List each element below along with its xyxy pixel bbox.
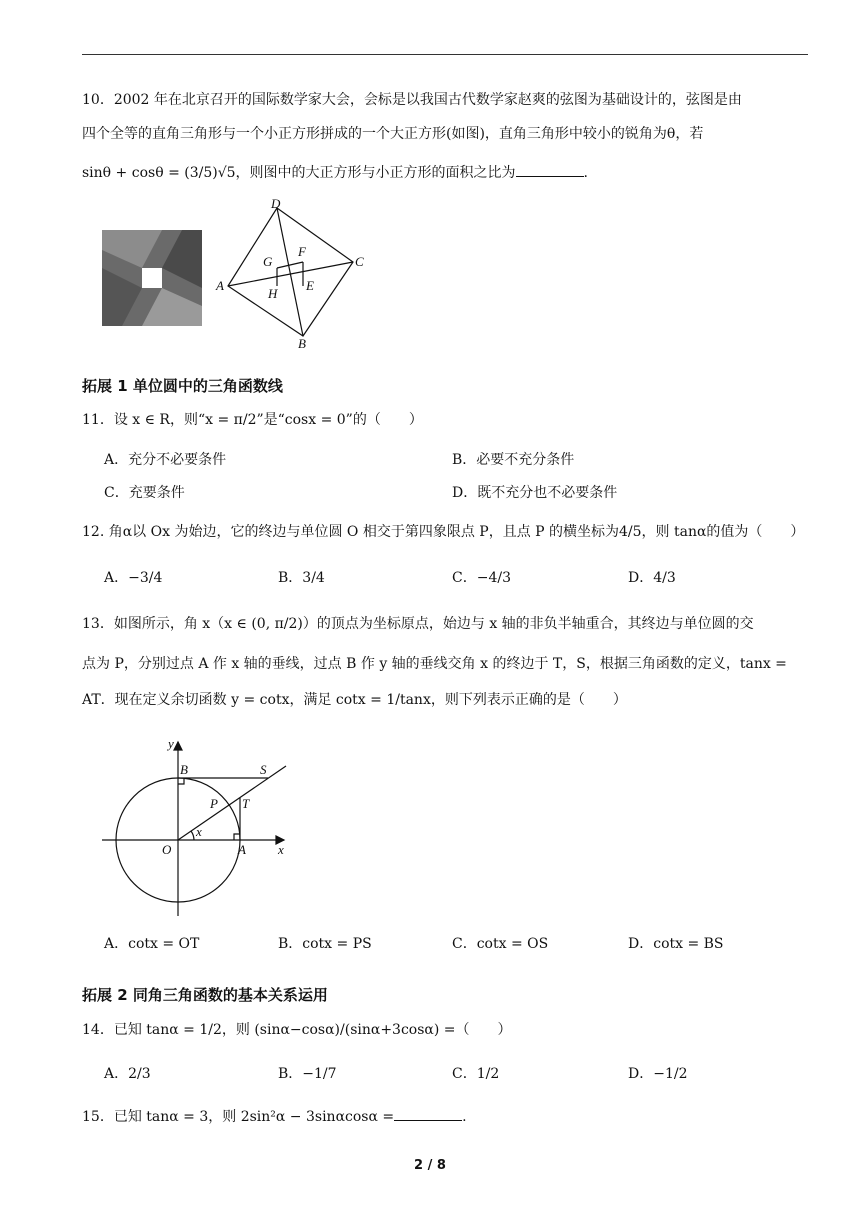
q12-option-b[interactable]: B．3/4 — [278, 570, 325, 586]
label-O: O — [162, 842, 172, 857]
header-rule — [82, 54, 808, 55]
label-T: T — [242, 796, 250, 811]
zhao-shuang-diagram — [210, 196, 370, 350]
q11-stem: 11．设 x ∈ R，则“x = π/2”是“cosx = 0”的（ ） — [82, 412, 423, 428]
q10-line2: 四个全等的直角三角形与一个小正方形拼成的一个大正方形(如图)，直角三角形中较小的锐角为θ，若 — [82, 126, 704, 142]
q11-option-c[interactable]: C．充要条件 — [104, 485, 185, 501]
q14-option-a[interactable]: A．2/3 — [104, 1066, 151, 1082]
q13-line1: 13．如图所示，角 x（x ∈ (0, π/2)）的顶点为坐标原点，始边与 x 轴的非负半轴重合，其终边与单位圆的交 — [82, 616, 754, 632]
label-A: A — [238, 842, 246, 857]
label-x-angle: x — [196, 824, 202, 839]
q10-condition: sinθ + cosθ = (3/5)√5，则图中的大正方形与小正方形的面积之比为 — [82, 165, 516, 181]
label-y-axis: y — [168, 736, 174, 751]
q13-option-a[interactable]: A．cotx = OT — [104, 936, 200, 952]
label-G: G — [263, 254, 273, 269]
label-x-axis: x — [278, 842, 284, 857]
q14-stem: 14．已知 tanα = 1/2，则 (sinα−cosα)/(sinα+3cosα) =（ ） — [82, 1022, 512, 1038]
q13-option-d[interactable]: D．cotx = BS — [628, 936, 724, 952]
q11-option-a[interactable]: A．充分不必要条件 — [104, 452, 227, 468]
q14-option-d[interactable]: D．−1/2 — [628, 1066, 688, 1082]
q10-line1: 10．2002 年在北京召开的国际数学家大会，会标是以我国古代数学家赵爽的弦图为基础设计的，弦图是由 — [82, 92, 742, 108]
label-D: D — [271, 196, 281, 211]
label-E: E — [306, 278, 314, 293]
q12-option-c[interactable]: C．−4/3 — [452, 570, 511, 586]
q15-stem: 15．已知 tanα = 3，则 2sin²α − 3sinαcosα = — [82, 1109, 395, 1125]
label-F: F — [298, 244, 306, 259]
q13-line3: AT．现在定义余切函数 y = cotx，满足 cotx = 1/tanx，则下列表示正确的是（ ） — [82, 692, 627, 708]
section-heading-1: 拓展 1 单位圆中的三角函数线 — [82, 377, 283, 395]
q13-line2: 点为 P，分别过点 A 作 x 轴的垂线，过点 B 作 y 轴的垂线交角 x 的终边于 T，S，根据三角函数的定义，tanx = — [82, 656, 787, 672]
label-B: B — [180, 762, 188, 777]
q11-option-b[interactable]: B．必要不充分条件 — [452, 452, 575, 468]
q14-option-b[interactable]: B．−1/7 — [278, 1066, 337, 1082]
q14-option-c[interactable]: C．1/2 — [452, 1066, 500, 1082]
answer-blank — [516, 162, 584, 177]
label-A: A — [216, 278, 224, 293]
label-P: P — [210, 796, 218, 811]
label-C: C — [355, 254, 364, 269]
section-heading-2: 拓展 2 同角三角函数的基本关系运用 — [82, 986, 328, 1004]
q11-option-d[interactable]: D．既不充分也不必要条件 — [452, 485, 618, 501]
q13-option-c[interactable]: C．cotx = OS — [452, 936, 549, 952]
label-B: B — [298, 336, 306, 350]
q12-stem: 12. 角α以 Ox 为始边，它的终边与单位圆 O 相交于第四象限点 P，且点 P 的横坐标为4/5，则 tanα的值为（ ） — [82, 524, 805, 540]
label-S: S — [260, 762, 267, 777]
q12-option-d[interactable]: D．4/3 — [628, 570, 676, 586]
page-number: 2 / 8 — [414, 1158, 446, 1173]
q12-option-a[interactable]: A．−3/4 — [104, 570, 163, 586]
unit-circle-diagram — [98, 730, 298, 920]
q13-option-b[interactable]: B．cotx = PS — [278, 936, 372, 952]
q10-line3: sinθ + cosθ = (3/5)√5，则图中的大正方形与小正方形的面积之比为 . — [82, 162, 588, 183]
label-H: H — [268, 286, 278, 301]
answer-blank — [394, 1106, 462, 1121]
pinwheel-figure — [102, 230, 202, 326]
q15-line: 15．已知 tanα = 3，则 2sin²α − 3sinαcosα = . — [82, 1106, 467, 1127]
